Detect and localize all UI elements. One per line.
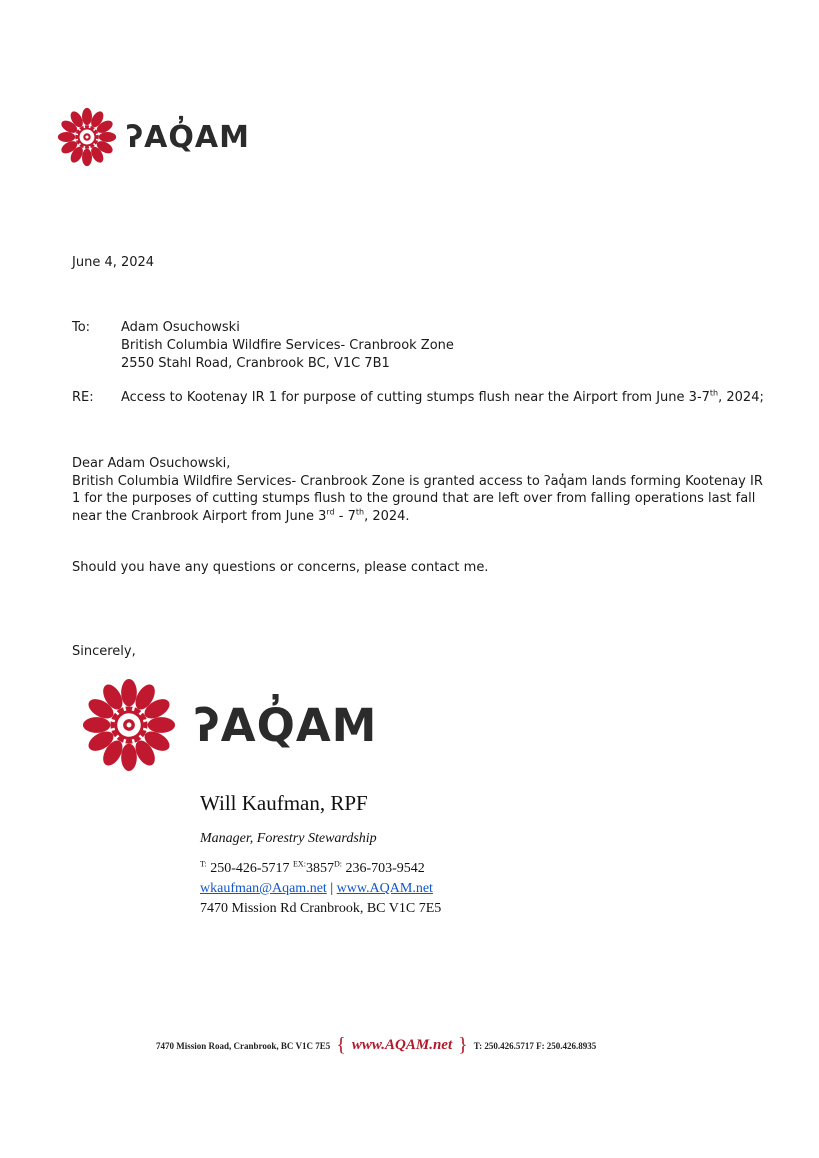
footer-brace-close: }	[458, 1034, 468, 1056]
re-label: RE:	[72, 390, 94, 405]
body-line-3-b: - 7	[334, 509, 356, 524]
re-subject-end: , 2024;	[718, 390, 764, 405]
footer-address: 7470 Mission Road, Cranbrook, BC V1C 7E5	[156, 1040, 331, 1051]
aqam-flower-icon	[56, 106, 118, 168]
phone-d-value: 236-703-9542	[341, 861, 425, 876]
body-line-1: British Columbia Wildfire Services- Cranbrook Zone is granted access to ʔaq̓am lands forming Kootenay IR	[72, 474, 763, 489]
body-line-3-sup-1: rd	[326, 507, 335, 517]
body-line-3-a: near the Cranbrook Airport from June 3	[72, 509, 327, 524]
letter-date: June 4, 2024	[72, 255, 155, 270]
phone-ex-label: EX:	[293, 859, 306, 869]
footer-website: www.AQAM.net	[351, 1037, 453, 1053]
recipient-organization: British Columbia Wildfire Services- Cranbrook Zone	[121, 338, 454, 353]
body-line-3	[72, 508, 410, 525]
re-subject	[121, 389, 764, 406]
phone-t-label: T:	[200, 859, 207, 869]
website-link[interactable]: www.AQAM.net	[336, 881, 433, 896]
sign-off: Sincerely,	[72, 644, 136, 659]
re-subject-text: Access to Kootenay IR 1 for purpose of cutting stumps flush near the Airport from June 3-7	[121, 390, 710, 405]
phone-t-value: 250-426-5717	[206, 861, 294, 876]
signature-logo	[80, 676, 377, 774]
aqam-flower-icon	[80, 676, 178, 774]
header-logo-wordmark: ʔAQ̓AM	[126, 119, 250, 155]
signature-logo-wordmark: ʔAQ̓AM	[194, 698, 378, 752]
signer-title: Manager, Forestry Stewardship	[200, 831, 377, 846]
signer-contact-links	[200, 881, 433, 897]
closing-question: Should you have any questions or concerns, please contact me.	[72, 560, 489, 575]
footer-phones: T: 250.426.5717 F: 250.426.8935	[473, 1040, 597, 1051]
phone-d-label: D:	[333, 859, 342, 869]
page-footer	[156, 1034, 596, 1057]
signer-phones	[200, 861, 425, 877]
footer-brace-open: {	[336, 1034, 346, 1056]
to-label: To:	[72, 320, 91, 335]
phone-ex-value: 3857	[305, 861, 334, 876]
recipient-address: 2550 Stahl Road, Cranbrook BC, V1C 7B1	[121, 356, 390, 371]
body-line-3-c: , 2024.	[364, 509, 410, 524]
signer-name: Will Kaufman, RPF	[200, 791, 368, 815]
header-logo	[56, 106, 250, 168]
re-subject-sup: th	[709, 388, 719, 398]
body-line-3-sup-2: th	[355, 507, 365, 517]
signer-address: 7470 Mission Rd Cranbrook, BC V1C 7E5	[200, 901, 442, 916]
recipient-name: Adam Osuchowski	[121, 320, 240, 335]
body-line-2: 1 for the purposes of cutting stumps flush to the ground that are left over from falling operations last fall	[72, 491, 756, 506]
email-link[interactable]: wkaufman@Aqam.net	[200, 881, 327, 896]
contact-separator: |	[326, 881, 337, 896]
salutation: Dear Adam Osuchowski,	[72, 456, 231, 471]
